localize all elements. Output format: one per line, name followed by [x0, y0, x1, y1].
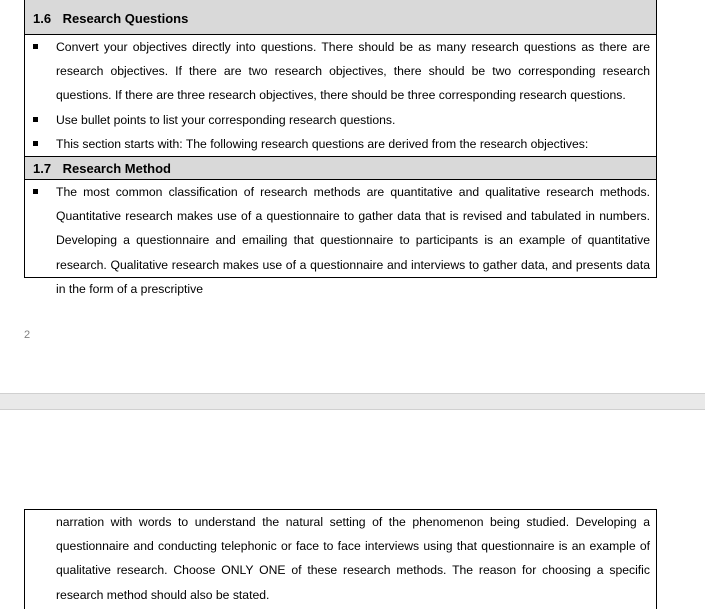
list-item-text: The most common classification of research methods are quantitative and qualitative research methods. Quantitative research makes use of a questionnaire to gather data that is revised and tabulated in numbers. Developing a questionnaire and emailing that questionnaire to participants is an example of quantitative research. Qualitative research makes use of a questionnaire and interviews to gather data, and presents data in the form of a prescriptive	[56, 185, 650, 296]
page-number: 2	[24, 329, 31, 341]
research-questions-list	[25, 35, 656, 156]
section-heading-research-method	[25, 156, 656, 180]
list-item-text: Convert your objectives directly into questions. There should be as many research questions as there are research objectives. If there are two research objectives, there should be two corresponding research questions. If there are three research objectives, there should be three corresponding research questions.	[56, 40, 650, 103]
list-item-continuation: narration with words to understand the natural setting of the phenomenon being studied. Developing a questionnaire and conducting telephonic or face to face interviews using that questionnaire is an example of qualitative research. Choose ONLY ONE of these research methods. The reason for choosing a specific research method should also be stated.	[56, 515, 650, 602]
list-item	[25, 35, 656, 108]
section-title: Research Questions	[62, 11, 189, 26]
list-item-text: Use bullet points to list your corresponding research questions.	[56, 112, 396, 127]
section-heading-research-questions	[25, 0, 656, 35]
list-item	[25, 180, 656, 301]
section-title: Research Method	[62, 161, 171, 177]
bullet-icon	[33, 189, 38, 194]
section-number: 1.7	[33, 161, 52, 177]
content-table	[24, 0, 657, 296]
list-item	[25, 132, 656, 156]
list-item-text: This section starts with: The following research questions are derived from the research objectives:	[56, 136, 589, 151]
bullet-icon	[33, 117, 38, 122]
bullet-icon	[33, 141, 38, 146]
list-item	[25, 108, 656, 132]
page-break-gap	[0, 393, 705, 410]
document-page-2	[0, 410, 705, 604]
bullet-icon	[33, 44, 38, 49]
content-table-continued	[24, 509, 657, 609]
research-method-list	[25, 180, 656, 301]
section-number: 1.6	[33, 11, 52, 26]
